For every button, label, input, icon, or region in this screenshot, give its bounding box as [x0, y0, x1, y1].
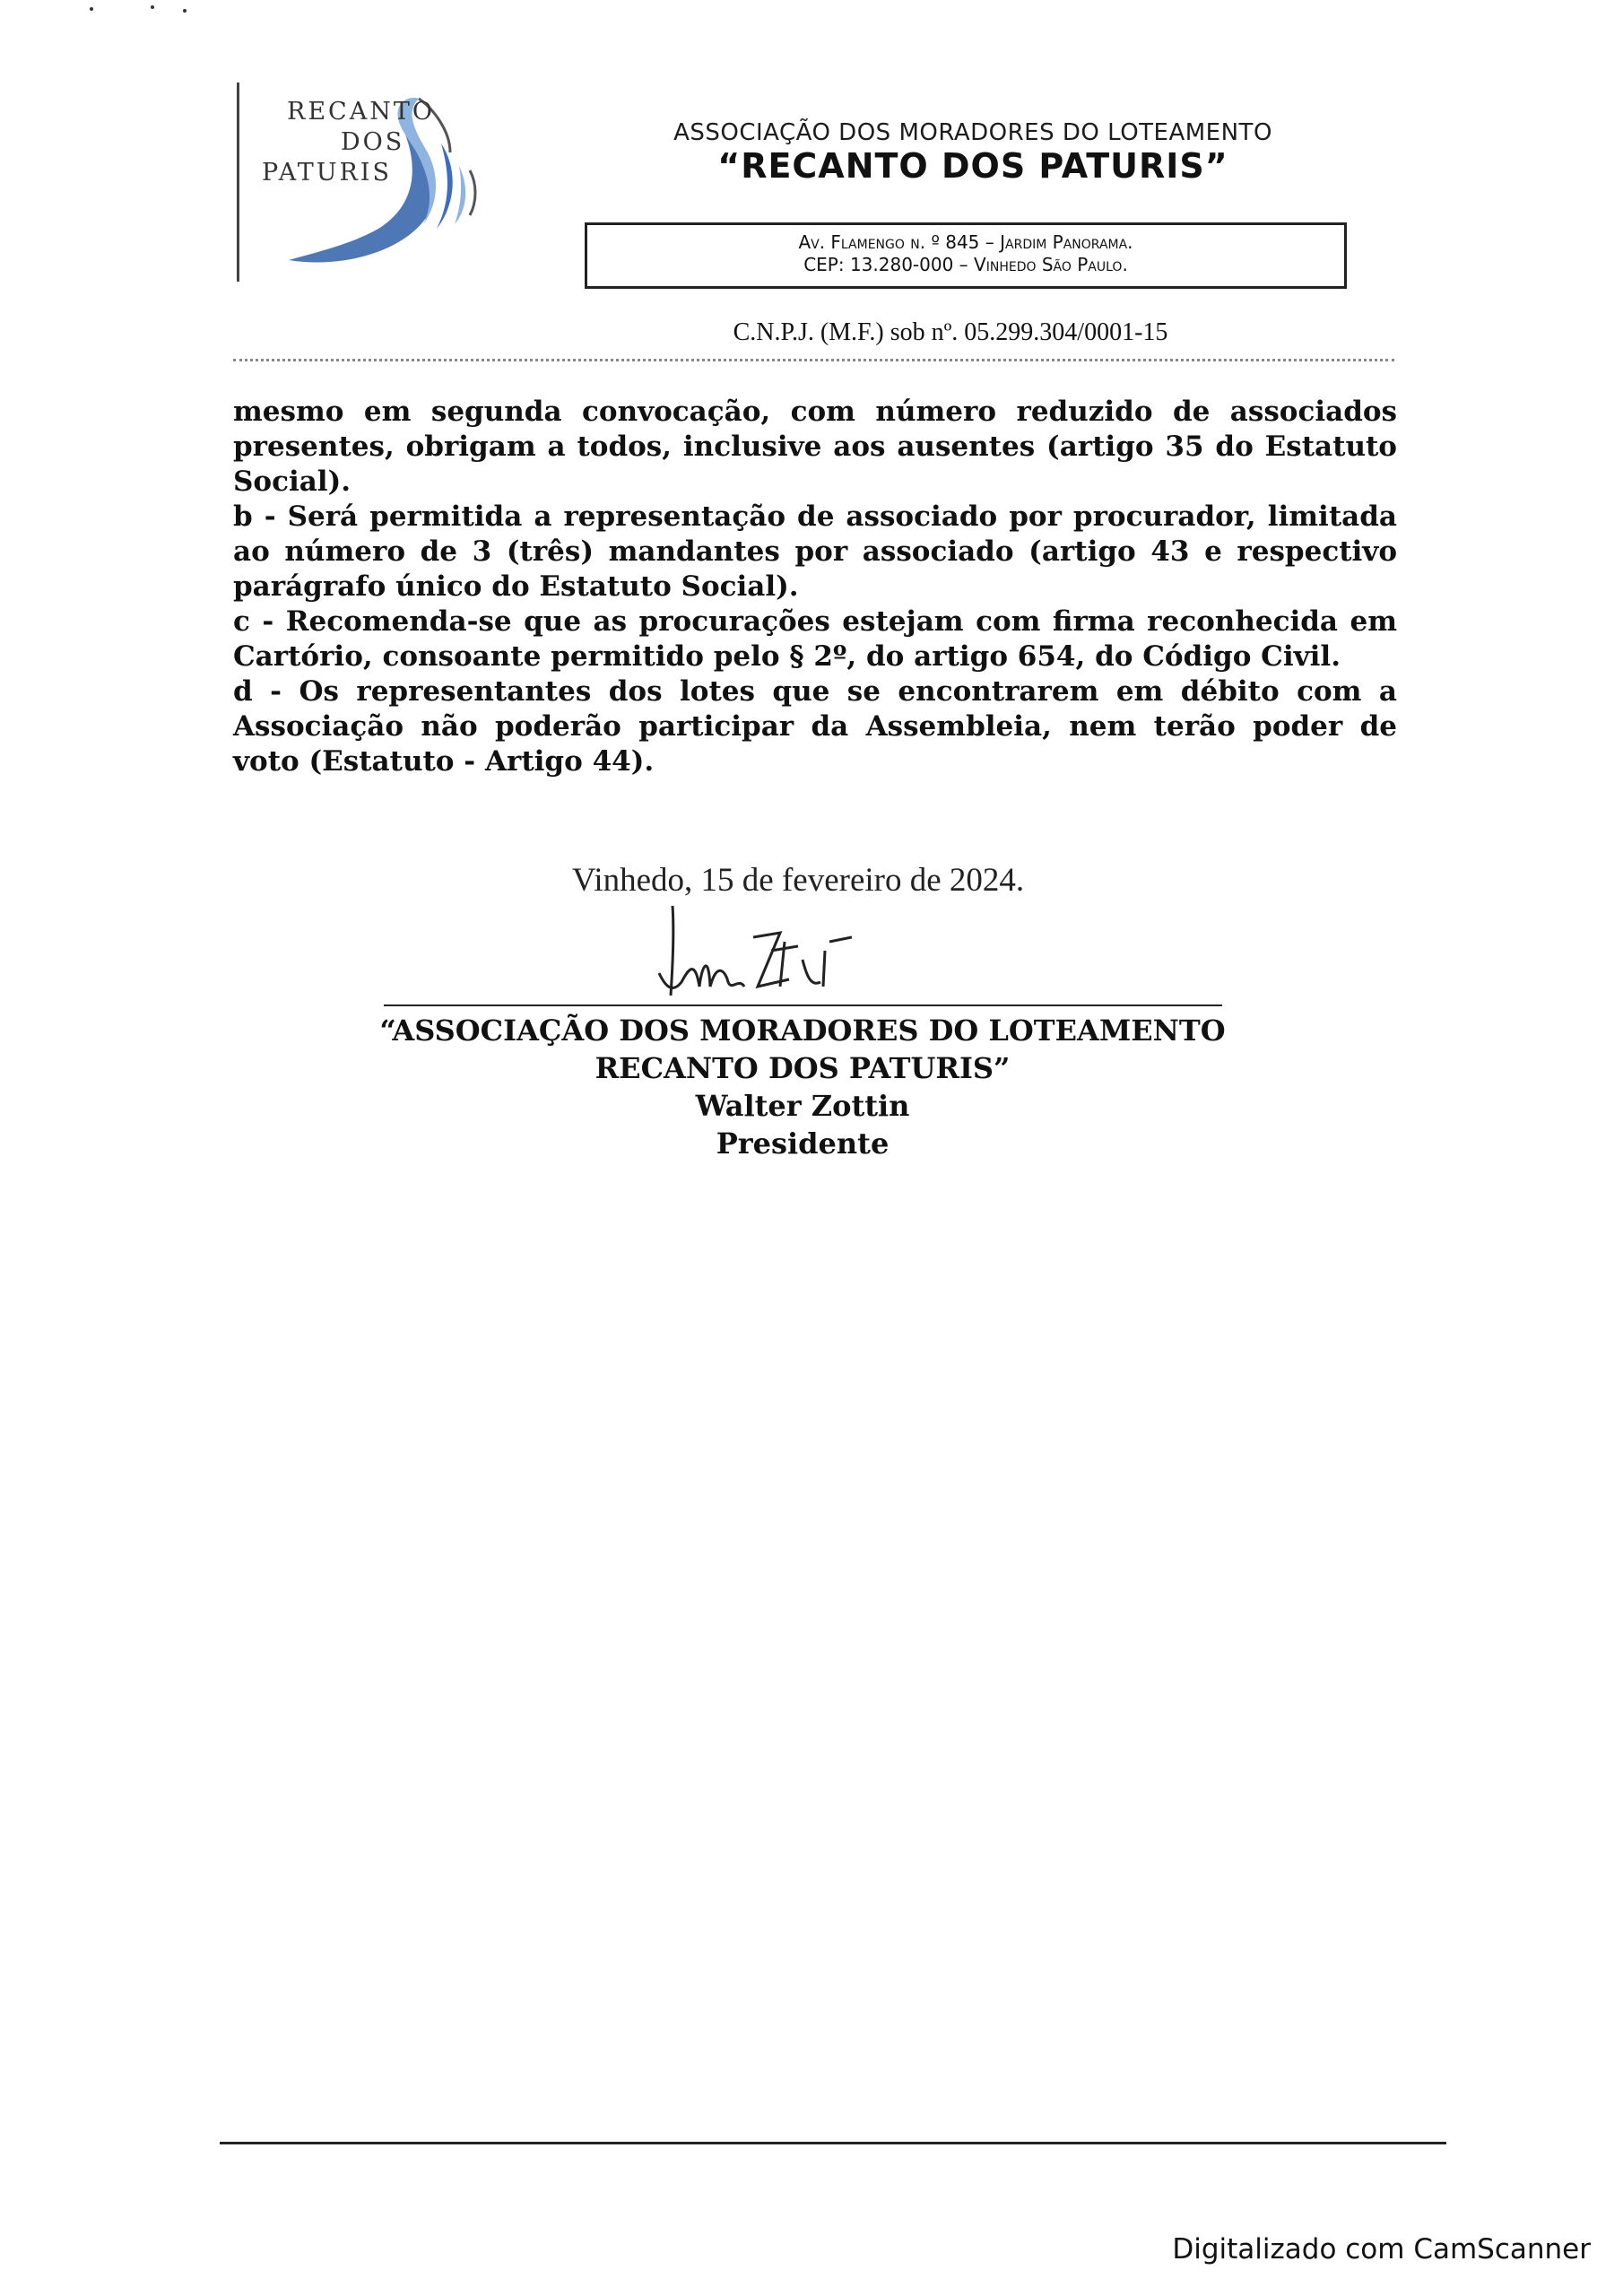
body-text [233, 395, 1397, 779]
cnpj-line: C.N.P.J. (M.F.) sob nº. 05.299.304/0001-15 [733, 318, 1168, 346]
date-line: Vinhedo, 15 de fevereiro de 2024. [571, 862, 1025, 899]
scan-speck [151, 5, 154, 9]
logo-text [255, 97, 435, 188]
paragraph-b: b - Será permitida a representação de associado por procurador, limitada ao número de 3 (três) mandantes por associado (artigo 43 e respectivo parágrafo único do Estatuto Social). [233, 500, 1397, 603]
signature-org-line2: RECANTO DOS PATURIS” [595, 1051, 1011, 1085]
signature-line [384, 1004, 1222, 1006]
logo-word-dos: DOS [341, 128, 405, 156]
paragraph-d: d - Os representantes dos lotes que se encontrarem em débito com a Associação não poderão participar da Assembleia, nem terão poder de voto (Estatuto - Artigo 44). [233, 675, 1397, 778]
address-line1: Av. Flamengo n. º 845 – Jardim Panorama. [798, 231, 1133, 253]
org-name-line2: “RECANTO DOS PATURIS” [717, 146, 1228, 186]
paragraph-continuation: mesmo em segunda convocação, com número reduzido de associados presentes, obrigam a todos, inclusive aos ausentes (artigo 35 do Estatuto Social). [233, 396, 1397, 498]
signatory-title: Presidente [716, 1126, 890, 1161]
logo-word-paturis: PATURIS [262, 159, 392, 187]
org-name-line1: ASSOCIAÇÃO DOS MORADORES DO LOTEAMENTO [673, 119, 1272, 146]
signatory-name: Walter Zottin [695, 1089, 910, 1123]
camscanner-watermark: Digitalizado com CamScanner [1172, 2233, 1591, 2266]
scan-speck [183, 9, 187, 13]
paragraph-c: c - Recomenda-se que as procurações estejam com firma reconhecida em Cartório, consoante permitido pelo § 2º, do artigo 654, do Código Civil. [233, 605, 1397, 673]
handwritten-signature [646, 897, 852, 1004]
footer-divider [220, 2142, 1446, 2144]
signature-block [296, 1012, 1309, 1162]
logo-word-recanto: RECANTO [287, 98, 435, 126]
signature-org-line1: “ASSOCIAÇÃO DOS MORADORES DO LOTEAMENTO [379, 1013, 1226, 1048]
address-box [585, 222, 1347, 289]
header-divider [233, 359, 1394, 361]
scan-speck [90, 7, 93, 11]
address-line2: CEP: 13.280-000 – Vinhedo São Paulo. [803, 254, 1128, 275]
